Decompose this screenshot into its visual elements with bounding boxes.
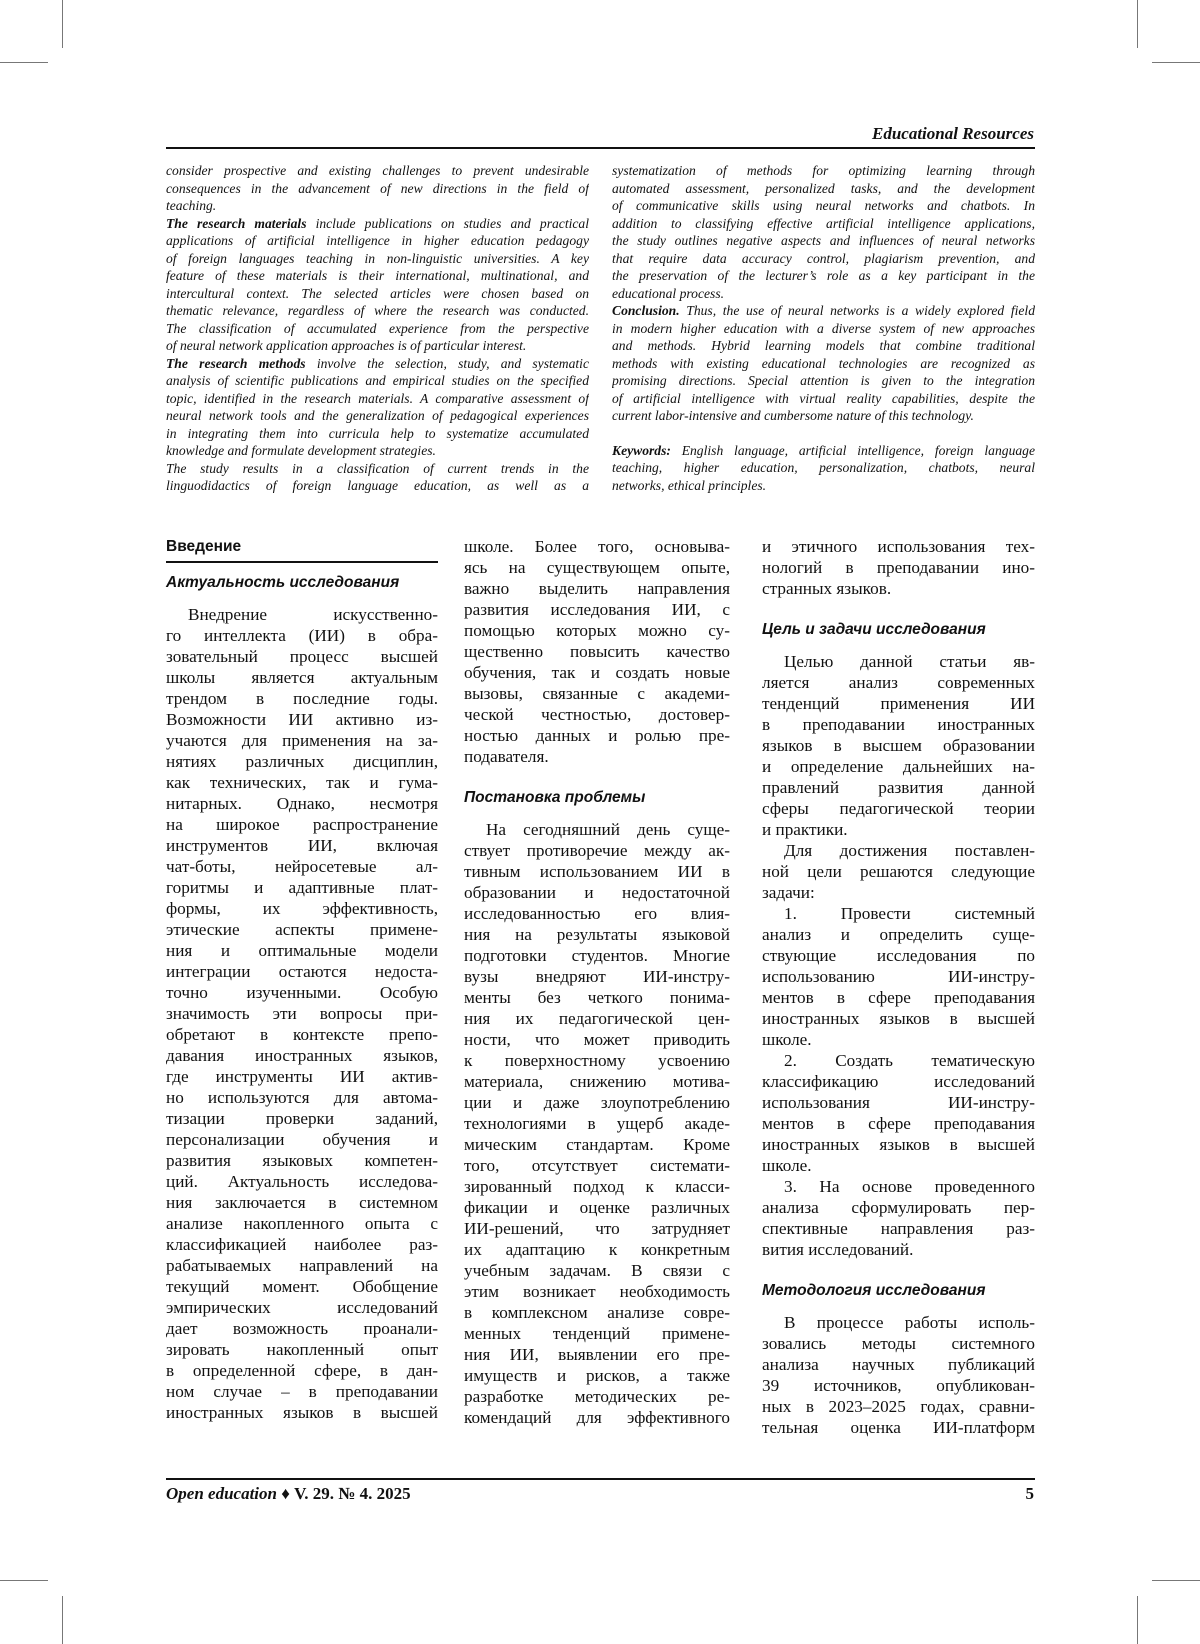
text-line: Возможности ИИ активно из- [166, 709, 438, 730]
paragraph [762, 651, 1035, 840]
text-line: тизации проверки заданий, [166, 1108, 438, 1129]
text-line: ясь на существующем опыте, [464, 557, 730, 578]
line-text: applications of artificial intelligence in higher education pedagogy [166, 233, 589, 248]
text-line: ния и оптимальные модели [166, 940, 438, 961]
text-line: школы является актуальным [166, 667, 438, 688]
text-line: вызовы, связанные с академи- [464, 683, 730, 704]
text-line: комендаций для эффективного [464, 1407, 730, 1428]
text-line [166, 302, 589, 320]
text-line [166, 320, 589, 338]
text-line: ИИ-решений, что затрудняет [464, 1218, 730, 1239]
text-line [166, 460, 589, 478]
text-line: ния на результаты языковой [464, 924, 730, 945]
text-line [612, 285, 1035, 303]
text-line: ческой честностью, достовер- [464, 704, 730, 725]
text-line: тенденций применения ИИ [762, 693, 1035, 714]
text-line: в преподавании иностранных [762, 714, 1035, 735]
line-text: automated assessment, personalized tasks, and the development [612, 181, 1035, 196]
text-line: трендом в последние годы. [166, 688, 438, 709]
text-line: го интеллекта (ИИ) в обра- [166, 625, 438, 646]
text-line: где инструменты ИИ актив- [166, 1066, 438, 1087]
text-line: их адаптацию к конкретным [464, 1239, 730, 1260]
text-line [166, 355, 589, 373]
line-text: The classification of accumulated experience from the perspective [166, 321, 589, 336]
paragraph [762, 903, 1035, 1050]
text-line: значимость эти вопросы при- [166, 1003, 438, 1024]
text-line: материала, снижению мотива- [464, 1071, 730, 1092]
text-line [166, 442, 589, 460]
issue-info: V. 29. № 4. 2025 [294, 1484, 410, 1503]
text-line: тивным использованием ИИ в [464, 861, 730, 882]
text-line [166, 337, 589, 355]
text-line [612, 337, 1035, 355]
subsection-heading: Постановка проблемы [464, 787, 730, 809]
text-line [612, 459, 1035, 477]
text-line: менных тенденций примене- [464, 1323, 730, 1344]
body-column-3 [762, 536, 1035, 1438]
text-line: классификацию исследований [762, 1071, 1035, 1092]
text-line: но используются для автома- [166, 1087, 438, 1108]
text-line [166, 215, 589, 233]
text-line: школе. [762, 1155, 1035, 1176]
line-text: in integrating them into curricula help to systematize accumulated [166, 426, 589, 441]
text-line: персонализации обучения и [166, 1129, 438, 1150]
abstract-paragraph [166, 215, 589, 355]
text-line: зовались методы системного [762, 1333, 1035, 1354]
text-line [166, 250, 589, 268]
crop-mark [1137, 0, 1138, 48]
footer-rule [166, 1478, 1035, 1480]
text-line: подавателя. [464, 746, 730, 767]
journal-name: Open education [166, 1484, 277, 1503]
text-line: 39 источников, опубликован- [762, 1375, 1035, 1396]
line-text: the study outlines negative aspects and influences of neural networks [612, 233, 1035, 248]
line-text: linguodidactics of foreign language education, as well as a [166, 478, 589, 493]
text-line [166, 197, 589, 215]
line-text: of foreign languages teaching in non-linguistic universities. A key [166, 251, 589, 266]
line-text: of neural network application approaches is of particular interest. [166, 338, 526, 353]
text-line [612, 180, 1035, 198]
line-text: analysis of scientific publications and empirical studies on the specified [166, 373, 589, 388]
line-text: current labor-intensive and cumbersome nature of this technology. [612, 408, 974, 423]
text-line: ствующие исследования по [762, 945, 1035, 966]
paragraph-lead: Keywords: [612, 443, 671, 458]
text-line [612, 372, 1035, 390]
text-line: задачи: [762, 882, 1035, 903]
line-text: promising directions. Special attention is given to the integration [612, 373, 1035, 388]
text-line: иностранных языков в высшей [762, 1134, 1035, 1155]
abstract-left-column [166, 162, 589, 495]
line-text: the preservation of the lecturer’s role as a key participant in the [612, 268, 1035, 283]
text-line: ной цели решаются следующие [762, 861, 1035, 882]
text-line [166, 285, 589, 303]
text-line: мическим стандартам. Кроме [464, 1134, 730, 1155]
text-line [612, 232, 1035, 250]
line-text: intercultural context. The selected articles were chosen based on [166, 286, 589, 301]
text-line: классификацией наиболее раз- [166, 1234, 438, 1255]
text-line: и практики. [762, 819, 1035, 840]
text-line: формы, их эффективность, [166, 898, 438, 919]
text-line: вития исследований. [762, 1239, 1035, 1260]
line-text: involve the selection, study, and systematic [306, 356, 589, 371]
line-text: addition to classifying effective artificial intelligence applications, [612, 216, 1035, 231]
text-line: того, отсутствует системати- [464, 1155, 730, 1176]
text-line: текущий момент. Обобщение [166, 1276, 438, 1297]
text-line: обучения, так и создать новые [464, 662, 730, 683]
text-line [166, 267, 589, 285]
text-line: анализе накопленного опыта с [166, 1213, 438, 1234]
text-line [166, 425, 589, 443]
line-text: neural network tools and the generalization of pedagogical experiences [166, 408, 589, 423]
text-line: эмпирических исследований [166, 1297, 438, 1318]
text-line: школе. [762, 1029, 1035, 1050]
body-column-1 [166, 536, 438, 1423]
page-number: 5 [1026, 1484, 1035, 1504]
text-line: ном случае – в преподавании [166, 1381, 438, 1402]
abstract-paragraph [166, 162, 589, 215]
abstract-paragraph [612, 162, 1035, 302]
text-line: нологий в преподавании ино- [762, 557, 1035, 578]
text-line: рабатываемых направлений на [166, 1255, 438, 1276]
text-line [612, 477, 1035, 495]
text-line: дает возможность проанали- [166, 1318, 438, 1339]
running-title: Educational Resources [872, 124, 1034, 144]
header-rule [166, 147, 1035, 149]
crop-mark [62, 1596, 63, 1644]
text-line: помощью которых можно су- [464, 620, 730, 641]
abstract-paragraph [166, 460, 589, 495]
line-text: consequences in the advancement of new directions in the field of [166, 181, 589, 196]
text-line [612, 162, 1035, 180]
text-line: использованию ИИ-инстру- [762, 966, 1035, 987]
line-text: of artificial intelligence with virtual reality capabilities, despite the [612, 391, 1035, 406]
text-line: технологиями в ущерб акаде- [464, 1113, 730, 1134]
text-line: образовании и недостаточной [464, 882, 730, 903]
text-line: нятиях различных дисциплин, [166, 751, 438, 772]
abstract-paragraph [612, 302, 1035, 425]
paragraph [166, 604, 438, 1423]
crop-mark [1152, 62, 1200, 63]
text-line: в комплексном анализе совре- [464, 1302, 730, 1323]
body-column-2 [464, 536, 730, 1428]
line-text: feature of these materials is their international, multinational, and [166, 268, 589, 283]
text-line: ментов в сфере преподавания [762, 1113, 1035, 1134]
journal-citation [166, 1484, 411, 1504]
text-line: 1. Провести системный [762, 903, 1035, 924]
text-line: ляется анализ современных [762, 672, 1035, 693]
paragraph-lead: Conclusion. [612, 303, 680, 318]
text-line: На сегодняшний день суще- [464, 819, 730, 840]
line-text: knowledge and formulate development strategies. [166, 443, 436, 458]
text-line: имуществ и рисков, а также [464, 1365, 730, 1386]
text-line [612, 407, 1035, 425]
text-line: на широкое распространение [166, 814, 438, 835]
text-line: Для достижения поставлен- [762, 840, 1035, 861]
subsection-heading: Цель и задачи исследования [762, 619, 1035, 641]
line-text: in modern higher education with a diverse system of new approaches [612, 321, 1035, 336]
crop-mark [0, 1580, 48, 1581]
paragraph [762, 840, 1035, 903]
text-line: менты без четкого понима- [464, 987, 730, 1008]
text-line [612, 302, 1035, 320]
text-line [166, 162, 589, 180]
text-line: щественно повысить качество [464, 641, 730, 662]
text-line [612, 215, 1035, 233]
line-text: teaching, higher education, personalization, chatbots, neural [612, 460, 1035, 475]
text-line: ния заключается в системном [166, 1192, 438, 1213]
line-text: that require data accuracy control, plagiarism prevention, and [612, 251, 1035, 266]
line-text: educational process. [612, 286, 724, 301]
text-line: нитарных. Однако, несмотря [166, 793, 438, 814]
text-line: к поверхностному усвоению [464, 1050, 730, 1071]
text-line: развития языковых компетен- [166, 1150, 438, 1171]
text-line: важно выделить направления [464, 578, 730, 599]
text-line: школе. Более того, основыва- [464, 536, 730, 557]
text-line: сферы педагогической теории [762, 798, 1035, 819]
text-line: правлений развития данной [762, 777, 1035, 798]
text-line: иностранных языков в высшей [166, 1402, 438, 1423]
text-line [612, 320, 1035, 338]
paragraph [762, 1312, 1035, 1438]
subsection-heading: Актуальность исследования [166, 572, 438, 594]
text-line: чат-боты, нейросетевые ал- [166, 856, 438, 877]
line-text: The study results in a classification of current trends in the [166, 461, 589, 476]
crop-mark [1137, 1596, 1138, 1644]
line-text: of communicative skills using neural networks and chatbots. In [612, 198, 1035, 213]
text-line: ций. Актуальность исследова- [166, 1171, 438, 1192]
text-line: ствует противоречие между ак- [464, 840, 730, 861]
text-line: использования ИИ-инстру- [762, 1092, 1035, 1113]
paragraph-gap [612, 425, 1035, 442]
text-line: этим возникает необходимость [464, 1281, 730, 1302]
line-text: English language, artificial intelligence, foreign language [671, 443, 1035, 458]
crop-mark [62, 0, 63, 48]
text-line: развития исследования ИИ, с [464, 599, 730, 620]
text-line [612, 197, 1035, 215]
text-line: учебным задачам. В связи с [464, 1260, 730, 1281]
text-line: спективные направления раз- [762, 1218, 1035, 1239]
text-line [166, 407, 589, 425]
abstract-paragraph [166, 355, 589, 460]
text-line: языков в высшем образовании [762, 735, 1035, 756]
text-line: зировать накопленный опыт [166, 1339, 438, 1360]
text-line: ности, что может приводить [464, 1029, 730, 1050]
text-line: разработке методических ре- [464, 1386, 730, 1407]
line-text: Thus, the use of neural networks is a widely explored field [680, 303, 1035, 318]
crop-mark [1152, 1580, 1200, 1581]
line-text: methods with existing educational technologies are recognized as [612, 356, 1035, 371]
text-line: ных в 2023–2025 годах, сравни- [762, 1396, 1035, 1417]
text-line: исследованностью его влия- [464, 903, 730, 924]
text-line: горитмы и адаптивные плат- [166, 877, 438, 898]
text-line [612, 442, 1035, 460]
text-line: и этичного использования тех- [762, 536, 1035, 557]
line-text: thematic relevance, regardless of where the research was conducted. [166, 303, 589, 318]
text-line: иностранных языков в высшей [762, 1008, 1035, 1029]
text-line: зовательный процесс высшей [166, 646, 438, 667]
text-line: анализа научных публикаций [762, 1354, 1035, 1375]
text-line: учаются для применения на за- [166, 730, 438, 751]
text-line: инструментов ИИ, включая [166, 835, 438, 856]
text-line: обретают в контексте препо- [166, 1024, 438, 1045]
text-line: тельная оценка ИИ-платформ [762, 1417, 1035, 1438]
text-line [166, 232, 589, 250]
abstract-right-column [612, 162, 1035, 494]
text-line [612, 390, 1035, 408]
line-text: systematization of methods for optimizing learning through [612, 163, 1035, 178]
text-line: ции и даже злоупотреблению [464, 1092, 730, 1113]
text-line: подготовки студентов. Многие [464, 945, 730, 966]
text-line [166, 372, 589, 390]
text-line: вузы внедряют ИИ-инстру- [464, 966, 730, 987]
paragraph [762, 1050, 1035, 1176]
paragraph [762, 1176, 1035, 1260]
line-text: teaching. [166, 198, 216, 213]
text-line: Целью данной статьи яв- [762, 651, 1035, 672]
text-line [166, 390, 589, 408]
text-line: и определение дальнейших на- [762, 756, 1035, 777]
text-line: 2. Создать тематическую [762, 1050, 1035, 1071]
diamond-separator-icon: ♦ [281, 1484, 290, 1503]
subsection-heading: Методология исследования [762, 1280, 1035, 1302]
paragraph-lead: The research materials [166, 216, 307, 231]
text-line: ментов в сфере преподавания [762, 987, 1035, 1008]
paragraph [464, 536, 730, 767]
abstract-paragraph [612, 442, 1035, 495]
text-line: зированный подход к класси- [464, 1176, 730, 1197]
text-line: Внедрение искусственно- [166, 604, 438, 625]
text-line [612, 250, 1035, 268]
line-text: consider prospective and existing challenges to prevent undesirable [166, 163, 589, 178]
text-line: В процессе работы исполь- [762, 1312, 1035, 1333]
section-heading: Введение [166, 536, 438, 563]
text-line [166, 180, 589, 198]
line-text: and methods. Hybrid learning models that combine traditional [612, 338, 1035, 353]
paragraph-lead: The research methods [166, 356, 306, 371]
text-line: точно изученными. Особую [166, 982, 438, 1003]
line-text: topic, identified in the research materials. A comparative assessment of [166, 391, 589, 406]
text-line: этические аспекты примене- [166, 919, 438, 940]
crop-mark [0, 62, 48, 63]
paragraph [464, 819, 730, 1428]
text-line: ния их педагогической цен- [464, 1008, 730, 1029]
text-line: анализ и определить суще- [762, 924, 1035, 945]
text-line: фикации и оценке различных [464, 1197, 730, 1218]
line-text: networks, ethical principles. [612, 478, 766, 493]
text-line: анализа сформулировать пер- [762, 1197, 1035, 1218]
text-line: как технических, так и гума- [166, 772, 438, 793]
text-line: странных языков. [762, 578, 1035, 599]
text-line: интеграции остаются недоста- [166, 961, 438, 982]
text-line: давания иностранных языков, [166, 1045, 438, 1066]
text-line: ностью данных и ролью пре- [464, 725, 730, 746]
line-text: include publications on studies and practical [307, 216, 590, 231]
text-line [612, 355, 1035, 373]
text-line [612, 267, 1035, 285]
text-line: ния ИИ, выявлении его пре- [464, 1344, 730, 1365]
paragraph [762, 536, 1035, 599]
text-line: в определенной сфере, в дан- [166, 1360, 438, 1381]
text-line [166, 477, 589, 495]
text-line: 3. На основе проведенного [762, 1176, 1035, 1197]
